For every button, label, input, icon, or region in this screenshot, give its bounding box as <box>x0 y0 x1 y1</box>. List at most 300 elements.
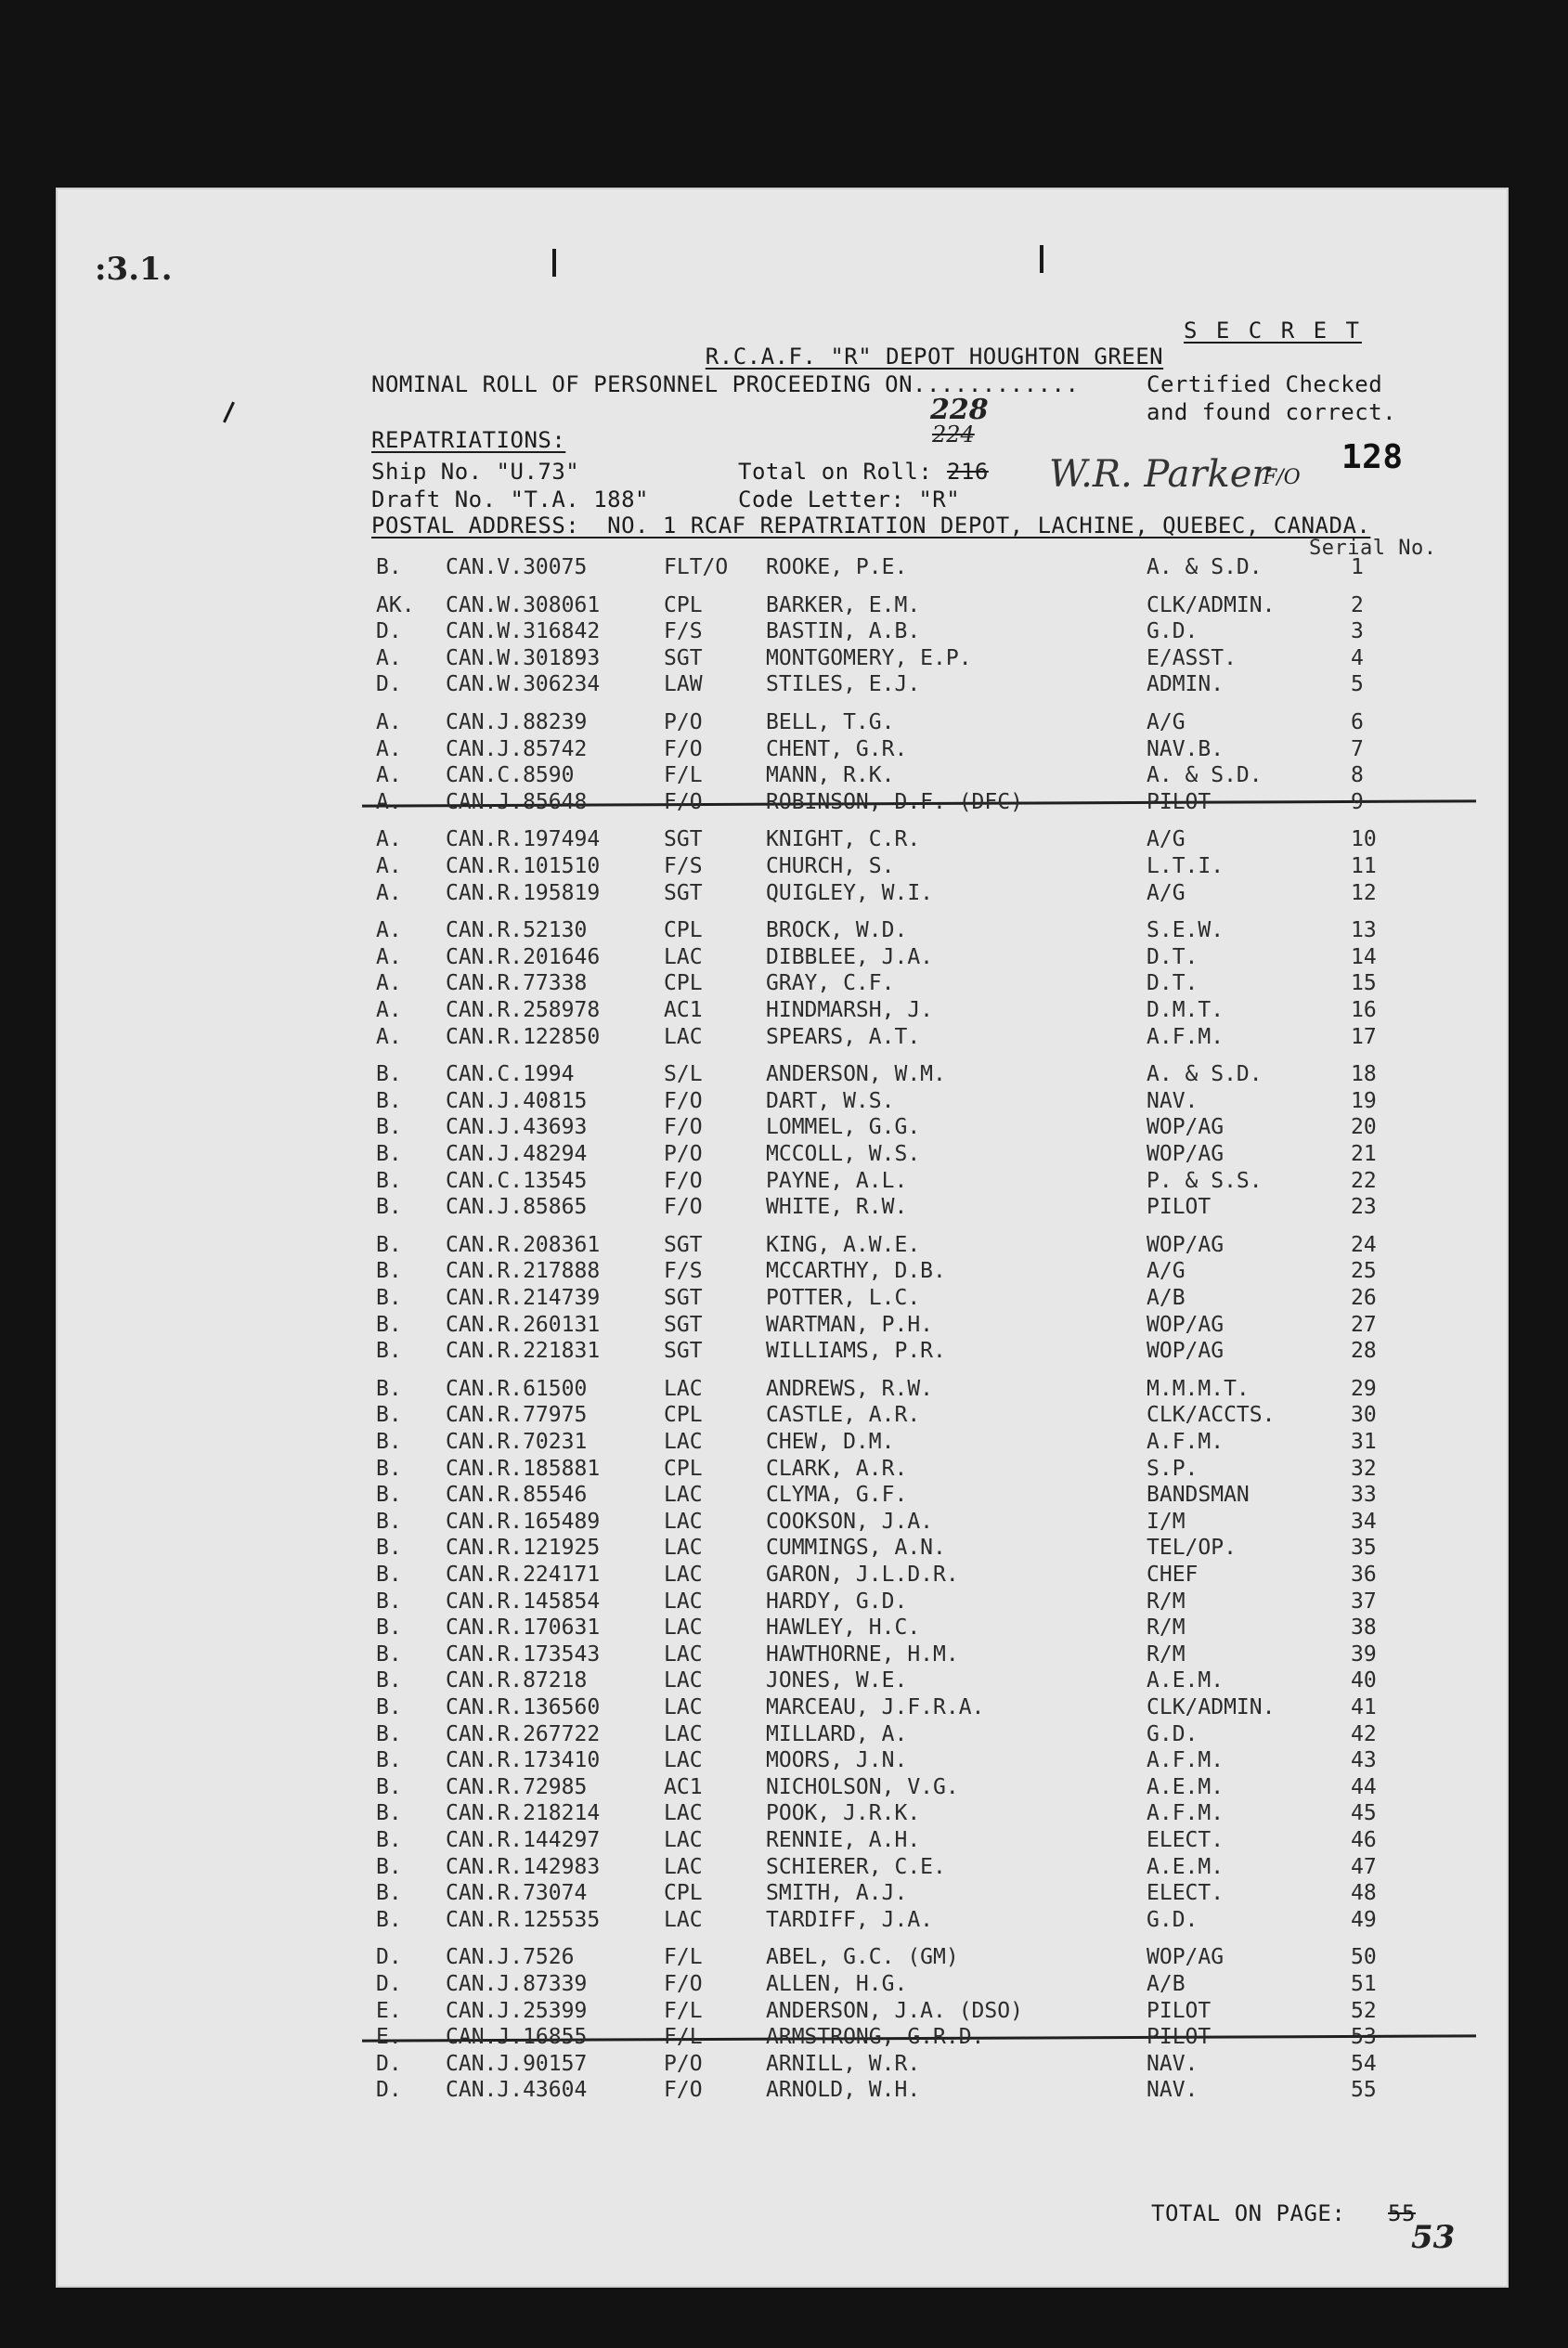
rank-cell: F/O <box>664 2078 703 2103</box>
serial-cell: 5 <box>1351 672 1364 697</box>
table-row <box>56 1615 1509 1641</box>
rank-cell: LAC <box>664 1509 703 1534</box>
rank-cell: LAC <box>664 1615 703 1641</box>
rank-cell: SGT <box>664 1232 703 1257</box>
serial-cell: 18 <box>1351 1062 1377 1087</box>
rank-cell: F/O <box>664 1195 703 1220</box>
name-cell: NICHOLSON, V.G. <box>766 1774 959 1799</box>
name-cell: CLARK, A.R. <box>766 1456 908 1481</box>
trade-cell: A.F.M. <box>1147 1024 1225 1049</box>
trade-cell: R/M <box>1147 1641 1186 1667</box>
code-letter-cell: A. <box>376 789 402 814</box>
service-number-cell: CAN.R.145854 <box>446 1589 601 1614</box>
code-letter-cell: B. <box>376 1641 402 1667</box>
postal-address: POSTAL ADDRESS: NO. 1 RCAF REPATRIATION DEPOT, LACHINE, QUEBEC, CANADA. <box>371 512 1371 538</box>
trade-cell: PILOT <box>1147 2025 1212 2050</box>
table-row <box>56 945 1509 971</box>
service-number-cell: CAN.R.70231 <box>446 1430 588 1454</box>
serial-cell: 36 <box>1351 1563 1377 1587</box>
rank-cell: CPL <box>664 1456 703 1481</box>
trade-cell: A/G <box>1147 1259 1186 1284</box>
name-cell: MANN, R.K. <box>766 763 895 788</box>
table-row <box>56 790 1509 816</box>
total-on-roll-handwritten-struck: 224 <box>932 422 975 448</box>
trade-cell: A/G <box>1147 827 1186 852</box>
name-cell: SPEARS, A.T. <box>766 1024 921 1049</box>
serial-cell: 19 <box>1351 1088 1377 1113</box>
name-cell: BARKER, E.M. <box>766 592 921 617</box>
name-cell: CUMMINGS, A.N. <box>766 1536 946 1561</box>
table-row <box>56 1828 1509 1854</box>
code-letter-cell: A. <box>376 736 402 761</box>
name-cell: SCHIERER, C.E. <box>766 1854 946 1879</box>
table-row <box>56 1457 1509 1483</box>
table-row <box>56 998 1509 1024</box>
trade-cell: A. & S.D. <box>1147 555 1263 579</box>
table-row <box>56 1695 1509 1721</box>
name-cell: ARNILL, W.R. <box>766 2051 921 2076</box>
rank-cell: LAC <box>664 1748 703 1773</box>
service-number-cell: CAN.R.267722 <box>446 1721 601 1746</box>
rank-cell: F/S <box>664 1259 703 1284</box>
service-number-cell: CAN.J.90157 <box>446 2051 588 2076</box>
name-cell: MCCARTHY, D.B. <box>766 1259 946 1284</box>
code-letter-cell: B. <box>376 1376 402 1401</box>
code-letter-cell: A. <box>376 1024 402 1049</box>
table-row <box>56 1510 1509 1536</box>
service-number-cell: CAN.R.185881 <box>446 1456 601 1481</box>
rank-cell: LAC <box>664 1536 703 1561</box>
rank-cell: LAC <box>664 1589 703 1614</box>
trade-cell: NAV. <box>1147 2078 1199 2103</box>
code-letter-cell: B. <box>376 1748 402 1773</box>
trade-cell: A/B <box>1147 1972 1186 1996</box>
serial-cell: 23 <box>1351 1195 1377 1220</box>
trade-cell: L.T.I. <box>1147 854 1225 878</box>
serial-cell: 43 <box>1351 1748 1377 1773</box>
serial-cell: 2 <box>1351 592 1364 617</box>
code-letter-cell: B. <box>376 1828 402 1852</box>
table-row <box>56 710 1509 736</box>
code-letter-cell: B. <box>376 1062 402 1087</box>
code-letter-cell: A. <box>376 763 402 788</box>
serial-cell: 9 <box>1351 789 1364 814</box>
total-on-roll-handwritten: 228 <box>930 394 989 426</box>
signature-suffix: F/O <box>1263 466 1301 489</box>
code-letter-cell: B. <box>376 1403 402 1428</box>
serial-cell: 54 <box>1351 2051 1377 2076</box>
rank-cell: CPL <box>664 1881 703 1906</box>
service-number-cell: CAN.R.258978 <box>446 998 601 1022</box>
table-row <box>56 1589 1509 1615</box>
rank-cell: F/S <box>664 854 703 878</box>
table-row <box>56 763 1509 789</box>
serial-cell: 49 <box>1351 1907 1377 1932</box>
table-row <box>56 1563 1509 1589</box>
code-letter-cell: B. <box>376 1774 402 1799</box>
code-letter-cell: D. <box>376 2078 402 2103</box>
name-cell: KNIGHT, C.R. <box>766 827 921 852</box>
service-number-cell: CAN.J.85742 <box>446 736 588 761</box>
code-letter-cell: B. <box>376 1881 402 1906</box>
service-number-cell: CAN.W.301893 <box>446 645 601 670</box>
trade-cell: A.F.M. <box>1147 1430 1225 1454</box>
table-row <box>56 1025 1509 1051</box>
service-number-cell: CAN.R.136560 <box>446 1695 601 1719</box>
total-on-roll-struck: 216 <box>947 459 989 485</box>
service-number-cell: CAN.R.208361 <box>446 1232 601 1257</box>
code-letter-cell: B. <box>376 1536 402 1561</box>
rank-cell: LAC <box>664 1828 703 1852</box>
name-cell: MONTGOMERY, E.P. <box>766 645 972 670</box>
serial-cell: 53 <box>1351 2025 1377 2050</box>
signature: W.R. Parker <box>1049 453 1270 496</box>
serial-cell: 20 <box>1351 1115 1377 1140</box>
table-row <box>56 1115 1509 1141</box>
serial-cell: 13 <box>1351 918 1377 943</box>
name-cell: CHEW, D.M. <box>766 1430 895 1454</box>
name-cell: HAWLEY, H.C. <box>766 1615 921 1641</box>
serial-cell: 45 <box>1351 1801 1377 1826</box>
rank-cell: SGT <box>664 645 703 670</box>
service-number-cell: CAN.W.306234 <box>446 672 601 697</box>
serial-cell: 22 <box>1351 1168 1377 1193</box>
name-cell: BASTIN, A.B. <box>766 619 921 644</box>
name-cell: ROBINSON, D.F. (DFC) <box>766 789 1023 814</box>
total-on-page-struck: 55 <box>1388 2200 1416 2226</box>
name-cell: ANDERSON, J.A. (DSO) <box>766 1998 1023 2023</box>
service-number-cell: CAN.R.170631 <box>446 1615 601 1641</box>
service-number-cell: CAN.W.316842 <box>446 619 601 644</box>
table-row <box>56 1972 1509 1998</box>
service-number-cell: CAN.R.165489 <box>446 1509 601 1534</box>
rank-cell: F/S <box>664 619 703 644</box>
code-letter-cell: B. <box>376 1563 402 1587</box>
service-number-cell: CAN.R.214739 <box>446 1286 601 1310</box>
code-letter-cell: B. <box>376 1589 402 1614</box>
name-cell: CLYMA, G.F. <box>766 1483 908 1508</box>
name-cell: QUIGLEY, W.I. <box>766 880 934 905</box>
table-row <box>56 1142 1509 1168</box>
table-row <box>56 1195 1509 1221</box>
code-letter-cell: B. <box>376 1195 402 1220</box>
name-cell: ALLEN, H.G. <box>766 1972 908 1996</box>
table-row <box>56 827 1509 853</box>
trade-cell: WOP/AG <box>1147 1232 1225 1257</box>
rank-cell: P/O <box>664 710 703 734</box>
table-row <box>56 971 1509 997</box>
document-title: R.C.A.F. "R" DEPOT HOUGHTON GREEN <box>705 344 1164 370</box>
name-cell: ROOKE, P.E. <box>766 555 908 579</box>
name-cell: MOORS, J.N. <box>766 1748 908 1773</box>
trade-cell: A/G <box>1147 710 1186 734</box>
serial-cell: 48 <box>1351 1881 1377 1906</box>
table-row <box>56 1403 1509 1429</box>
serial-cell: 21 <box>1351 1142 1377 1166</box>
service-number-cell: CAN.J.48294 <box>446 1142 588 1166</box>
name-cell: DIBBLEE, J.A. <box>766 944 934 969</box>
rank-cell: LAC <box>664 1854 703 1879</box>
trade-cell: A.F.M. <box>1147 1748 1225 1773</box>
code-letter-cell: AK. <box>376 592 415 617</box>
code-letter-cell: D. <box>376 1945 402 1970</box>
serial-cell: 32 <box>1351 1456 1377 1481</box>
serial-cell: 17 <box>1351 1024 1377 1049</box>
rank-cell: SGT <box>664 1339 703 1364</box>
rank-cell: P/O <box>664 2051 703 2076</box>
code-letter-cell: D. <box>376 619 402 644</box>
service-number-cell: CAN.J.43693 <box>446 1115 588 1140</box>
table-row <box>56 1908 1509 1934</box>
trade-cell: ELECT. <box>1147 1881 1225 1906</box>
trade-cell: M.M.M.T. <box>1147 1376 1250 1401</box>
service-number-cell: CAN.R.85546 <box>446 1483 588 1508</box>
rank-cell: F/L <box>664 763 703 788</box>
serial-cell: 29 <box>1351 1376 1377 1401</box>
trade-cell: ELECT. <box>1147 1828 1225 1852</box>
rank-cell: AC1 <box>664 998 703 1022</box>
trade-cell: NAV.B. <box>1147 736 1225 761</box>
code-letter-cell: A. <box>376 880 402 905</box>
rank-cell: LAC <box>664 1721 703 1746</box>
rank-cell: LAW <box>664 672 703 697</box>
serial-cell: 16 <box>1351 998 1377 1022</box>
code-letter-cell: B. <box>376 1668 402 1693</box>
code-letter-cell: E. <box>376 2025 402 2050</box>
rank-cell: LAC <box>664 1024 703 1049</box>
serial-cell: 50 <box>1351 1945 1377 1970</box>
service-number-cell: CAN.R.77975 <box>446 1403 588 1428</box>
name-cell: CHENT, G.R. <box>766 736 908 761</box>
code-letter-cell: A. <box>376 854 402 878</box>
code-letter-cell: A. <box>376 971 402 996</box>
code-letter-cell: B. <box>376 1854 402 1879</box>
code-letter-cell: A. <box>376 645 402 670</box>
trade-cell: D.T. <box>1147 944 1199 969</box>
trade-cell: P. & S.S. <box>1147 1168 1263 1193</box>
serial-cell: 40 <box>1351 1668 1377 1693</box>
service-number-cell: CAN.J.87339 <box>446 1972 588 1996</box>
service-number-cell: CAN.R.52130 <box>446 918 588 943</box>
certified-line-2: and found correct. <box>1147 399 1397 425</box>
rank-cell: SGT <box>664 1312 703 1337</box>
total-on-roll-label: Total on Roll: <box>738 459 933 485</box>
serial-cell: 33 <box>1351 1483 1377 1508</box>
table-row <box>56 1483 1509 1509</box>
serial-cell: 24 <box>1351 1232 1377 1257</box>
trade-cell: TEL/OP. <box>1147 1536 1237 1561</box>
serial-cell: 6 <box>1351 710 1364 734</box>
name-cell: WARTMAN, P.H. <box>766 1312 934 1337</box>
trade-cell: A.E.M. <box>1147 1774 1225 1799</box>
trade-cell: WOP/AG <box>1147 1945 1225 1970</box>
trade-cell: A.F.M. <box>1147 1801 1225 1826</box>
pen-tick-right <box>1040 245 1043 273</box>
service-number-cell: CAN.R.144297 <box>446 1828 601 1852</box>
rank-cell: LAC <box>664 1801 703 1826</box>
serial-cell: 51 <box>1351 1972 1377 1996</box>
trade-cell: R/M <box>1147 1589 1186 1614</box>
code-letter-cell: B. <box>376 1168 402 1193</box>
name-cell: HINDMARSH, J. <box>766 998 934 1022</box>
serial-cell: 37 <box>1351 1589 1377 1614</box>
draft-number: Draft No. "T.A. 188" <box>371 486 649 512</box>
name-cell: CASTLE, A.R. <box>766 1403 921 1428</box>
code-letter-cell: A. <box>376 827 402 852</box>
serial-cell: 38 <box>1351 1615 1377 1641</box>
service-number-cell: CAN.R.121925 <box>446 1536 601 1561</box>
serial-cell: 4 <box>1351 645 1364 670</box>
service-number-cell: CAN.R.101510 <box>446 854 601 878</box>
trade-cell: PILOT <box>1147 789 1212 814</box>
table-row <box>56 1430 1509 1456</box>
service-number-cell: CAN.R.221831 <box>446 1339 601 1364</box>
table-row <box>56 646 1509 672</box>
table-row <box>56 1801 1509 1827</box>
serial-cell: 27 <box>1351 1312 1377 1337</box>
service-number-cell: CAN.V.30075 <box>446 555 588 579</box>
table-row <box>56 1169 1509 1195</box>
name-cell: POOK, J.R.K. <box>766 1801 921 1826</box>
serial-no-heading: Serial No. <box>1309 537 1437 560</box>
table-row <box>56 1881 1509 1907</box>
serial-cell: 42 <box>1351 1721 1377 1746</box>
serial-cell: 52 <box>1351 1998 1377 2023</box>
serial-cell: 30 <box>1351 1403 1377 1428</box>
code-letter-cell: B. <box>376 1801 402 1826</box>
name-cell: HAWTHORNE, H.M. <box>766 1641 959 1667</box>
trade-cell: WOP/AG <box>1147 1312 1225 1337</box>
serial-cell: 41 <box>1351 1695 1377 1719</box>
table-row <box>56 854 1509 880</box>
rank-cell: LAC <box>664 1641 703 1667</box>
serial-cell: 1 <box>1351 555 1364 579</box>
name-cell: HARDY, G.D. <box>766 1589 908 1614</box>
serial-cell: 12 <box>1351 880 1377 905</box>
trade-cell: D.T. <box>1147 971 1199 996</box>
rank-cell: LAC <box>664 1483 703 1508</box>
rank-cell: CPL <box>664 592 703 617</box>
service-number-cell: CAN.R.142983 <box>446 1854 601 1879</box>
service-number-cell: CAN.R.77338 <box>446 971 588 996</box>
table-row <box>56 1536 1509 1562</box>
rank-cell: SGT <box>664 827 703 852</box>
trade-cell: NAV. <box>1147 2051 1199 2076</box>
rank-cell: F/O <box>664 1115 703 1140</box>
table-row <box>56 1642 1509 1668</box>
serial-cell: 31 <box>1351 1430 1377 1454</box>
code-letter-cell: B. <box>376 1483 402 1508</box>
name-cell: ANDERSON, W.M. <box>766 1062 946 1087</box>
name-cell: ABEL, G.C. (GM) <box>766 1945 959 1970</box>
service-number-cell: CAN.R.197494 <box>446 827 601 852</box>
name-cell: KING, A.W.E. <box>766 1232 921 1257</box>
code-letter: Code Letter: "R" <box>738 486 961 512</box>
table-row <box>56 1339 1509 1365</box>
rank-cell: LAC <box>664 944 703 969</box>
table-row <box>56 1062 1509 1088</box>
serial-cell: 7 <box>1351 736 1364 761</box>
trade-cell: CLK/ACCTS. <box>1147 1403 1276 1428</box>
rank-cell: CPL <box>664 971 703 996</box>
table-row <box>56 1233 1509 1259</box>
margin-mark: :3.1. <box>95 251 173 288</box>
serial-cell: 11 <box>1351 854 1377 878</box>
rank-cell: LAC <box>664 1430 703 1454</box>
table-row <box>56 1775 1509 1801</box>
service-number-cell: CAN.W.308061 <box>446 592 601 617</box>
service-number-cell: CAN.J.40815 <box>446 1088 588 1113</box>
code-letter-cell: A. <box>376 998 402 1022</box>
serial-cell: 28 <box>1351 1339 1377 1364</box>
service-number-cell: CAN.J.85865 <box>446 1195 588 1220</box>
name-cell: POTTER, L.C. <box>766 1286 921 1310</box>
name-cell: ARNOLD, W.H. <box>766 2078 921 2103</box>
trade-cell: CHEF <box>1147 1563 1199 1587</box>
rank-cell: P/O <box>664 1142 703 1166</box>
trade-cell: WOP/AG <box>1147 1339 1225 1364</box>
trade-cell: CLK/ADMIN. <box>1147 592 1276 617</box>
trade-cell: A. & S.D. <box>1147 1062 1263 1087</box>
name-cell: WILLIAMS, P.R. <box>766 1339 946 1364</box>
code-letter-cell: B. <box>376 1509 402 1534</box>
service-number-cell: CAN.J.85648 <box>446 789 588 814</box>
rank-cell: CPL <box>664 1403 703 1428</box>
trade-cell: BANDSMAN <box>1147 1483 1250 1508</box>
code-letter-cell: B. <box>376 1907 402 1932</box>
name-cell: SMITH, A.J. <box>766 1881 908 1906</box>
name-cell: LOMMEL, G.G. <box>766 1115 921 1140</box>
trade-cell: E/ASST. <box>1147 645 1237 670</box>
total-on-page-handwritten: 53 <box>1411 2219 1456 2256</box>
trade-cell: NAV. <box>1147 1088 1199 1113</box>
name-cell: BELL, T.G. <box>766 710 895 734</box>
serial-cell: 47 <box>1351 1854 1377 1879</box>
trade-cell: CLK/ADMIN. <box>1147 1695 1276 1719</box>
trade-cell: I/M <box>1147 1509 1186 1534</box>
trade-cell: A.E.M. <box>1147 1854 1225 1879</box>
service-number-cell: CAN.R.260131 <box>446 1312 601 1337</box>
table-row <box>56 918 1509 944</box>
serial-cell: 35 <box>1351 1536 1377 1561</box>
serial-cell: 25 <box>1351 1259 1377 1284</box>
code-letter-cell: B. <box>376 1615 402 1641</box>
name-cell: RENNIE, A.H. <box>766 1828 921 1852</box>
trade-cell: ADMIN. <box>1147 672 1225 697</box>
code-letter-cell: E. <box>376 1998 402 2023</box>
code-letter-cell: B. <box>376 1430 402 1454</box>
serial-cell: 46 <box>1351 1828 1377 1852</box>
rank-cell: LAC <box>664 1668 703 1693</box>
table-row <box>56 1313 1509 1339</box>
trade-cell: A. & S.D. <box>1147 763 1263 788</box>
trade-cell: WOP/AG <box>1147 1142 1225 1166</box>
rank-cell: F/L <box>664 1998 703 2023</box>
rank-cell: LAC <box>664 1695 703 1719</box>
trade-cell: G.D. <box>1147 1721 1199 1746</box>
trade-cell: G.D. <box>1147 1907 1199 1932</box>
name-cell: GARON, J.L.D.R. <box>766 1563 959 1587</box>
certified-line-1: Certified Checked <box>1147 371 1383 397</box>
total-on-page-label: TOTAL ON PAGE: <box>1151 2200 1346 2226</box>
table-row <box>56 2052 1509 2078</box>
service-number-cell: CAN.R.201646 <box>446 944 601 969</box>
service-number-cell: CAN.J.25399 <box>446 1998 588 2023</box>
name-cell: PAYNE, A.L. <box>766 1168 908 1193</box>
table-row <box>56 1945 1509 1971</box>
table-row <box>56 881 1509 907</box>
name-cell: STILES, E.J. <box>766 672 921 697</box>
